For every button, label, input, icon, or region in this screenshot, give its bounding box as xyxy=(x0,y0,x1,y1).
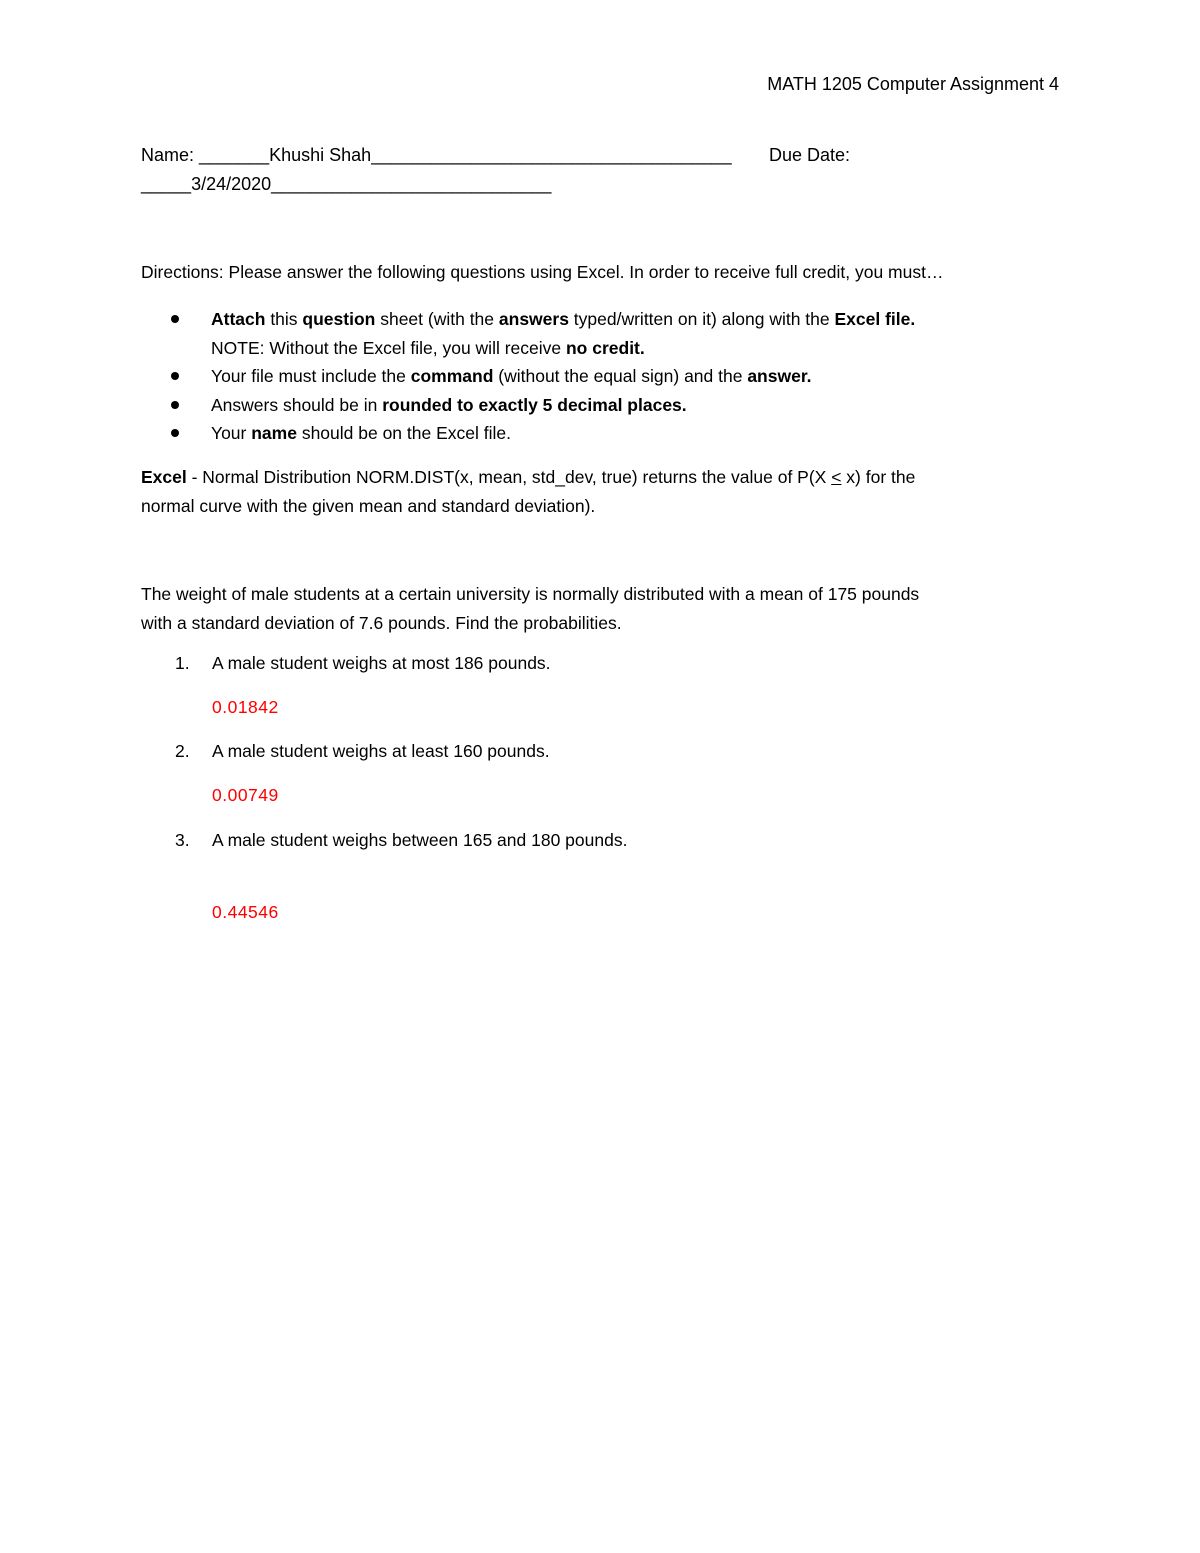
excel-note xyxy=(141,463,915,521)
list-item xyxy=(171,391,915,420)
text: Your file must include the xyxy=(211,366,411,386)
due-blank-suffix: ____________________________ xyxy=(271,174,552,194)
text: typed/written on it) along with the xyxy=(568,309,835,329)
answer-value: 0.01842 xyxy=(212,697,279,717)
text: x) for the xyxy=(841,467,916,487)
name-blank-suffix: ____________________________________ xyxy=(371,145,732,165)
text: Your xyxy=(211,423,252,443)
list-item xyxy=(171,419,915,448)
text: Answers should be in xyxy=(211,394,383,415)
text: - Normal Distribution NORM.DIST(x, mean, std_dev, true) returns the value of P(X xyxy=(186,467,832,487)
bold-text: no credit. xyxy=(565,337,645,358)
list-item xyxy=(171,305,915,362)
due-date-value: 3/24/2020 xyxy=(191,174,272,194)
student-name: Khushi Shah xyxy=(269,145,372,165)
text: (without the equal sign) and the xyxy=(493,366,748,386)
question-number: 2. xyxy=(175,741,190,761)
instructions-list xyxy=(171,305,915,448)
bold-text: Attach xyxy=(211,309,266,329)
directions-text: Directions: Please answer the following questions using Excel. In order to receive full credit, you must… xyxy=(141,262,944,282)
bold-text: answer. xyxy=(747,366,812,386)
text: sheet (with the xyxy=(375,309,499,329)
bold-text: Excel file. xyxy=(834,309,916,329)
bold-text: answers xyxy=(498,309,569,329)
bullet-icon xyxy=(171,429,179,437)
bold-text: rounded to exactly 5 decimal places. xyxy=(382,394,687,415)
text: The weight of male students at a certain university is normally distributed with a mean of 175 pounds xyxy=(141,584,920,604)
problem-statement xyxy=(141,580,919,637)
text: should be on the Excel file. xyxy=(296,423,511,443)
text: NOTE: Without the Excel file, you will receive xyxy=(211,337,566,358)
text: this xyxy=(265,309,303,329)
text: normal curve with the given mean and standard deviation). xyxy=(141,496,596,516)
name-line xyxy=(141,145,732,166)
due-date-label: Due Date: xyxy=(769,145,851,165)
question-text: A male student weighs at most 186 pounds. xyxy=(212,653,551,673)
due-date-line xyxy=(141,174,551,195)
bold-text: question xyxy=(302,309,376,329)
question-number: 1. xyxy=(175,653,190,673)
due-blank-prefix: _____ xyxy=(141,174,192,194)
answer-value: 0.00749 xyxy=(212,785,279,805)
text: with a standard deviation of 7.6 pounds. Find the probabilities. xyxy=(141,612,622,633)
question-number: 3. xyxy=(175,830,190,850)
name-label: Name: xyxy=(141,145,195,165)
excel-label: Excel xyxy=(141,467,187,487)
bullet-icon xyxy=(171,315,179,323)
page-header: MATH 1205 Computer Assignment 4 xyxy=(767,74,1059,94)
less-equal-symbol: < xyxy=(831,467,842,487)
bullet-icon xyxy=(171,372,179,380)
bold-text: name xyxy=(251,423,297,443)
bold-text: command xyxy=(410,366,494,386)
list-item xyxy=(171,362,915,391)
question-text: A male student weighs at least 160 pounds. xyxy=(212,741,550,761)
answer-value: 0.44546 xyxy=(212,902,279,922)
name-blank-prefix: _______ xyxy=(199,145,270,165)
bullet-icon xyxy=(171,401,179,409)
question-text: A male student weighs between 165 and 180 pounds. xyxy=(212,830,628,850)
